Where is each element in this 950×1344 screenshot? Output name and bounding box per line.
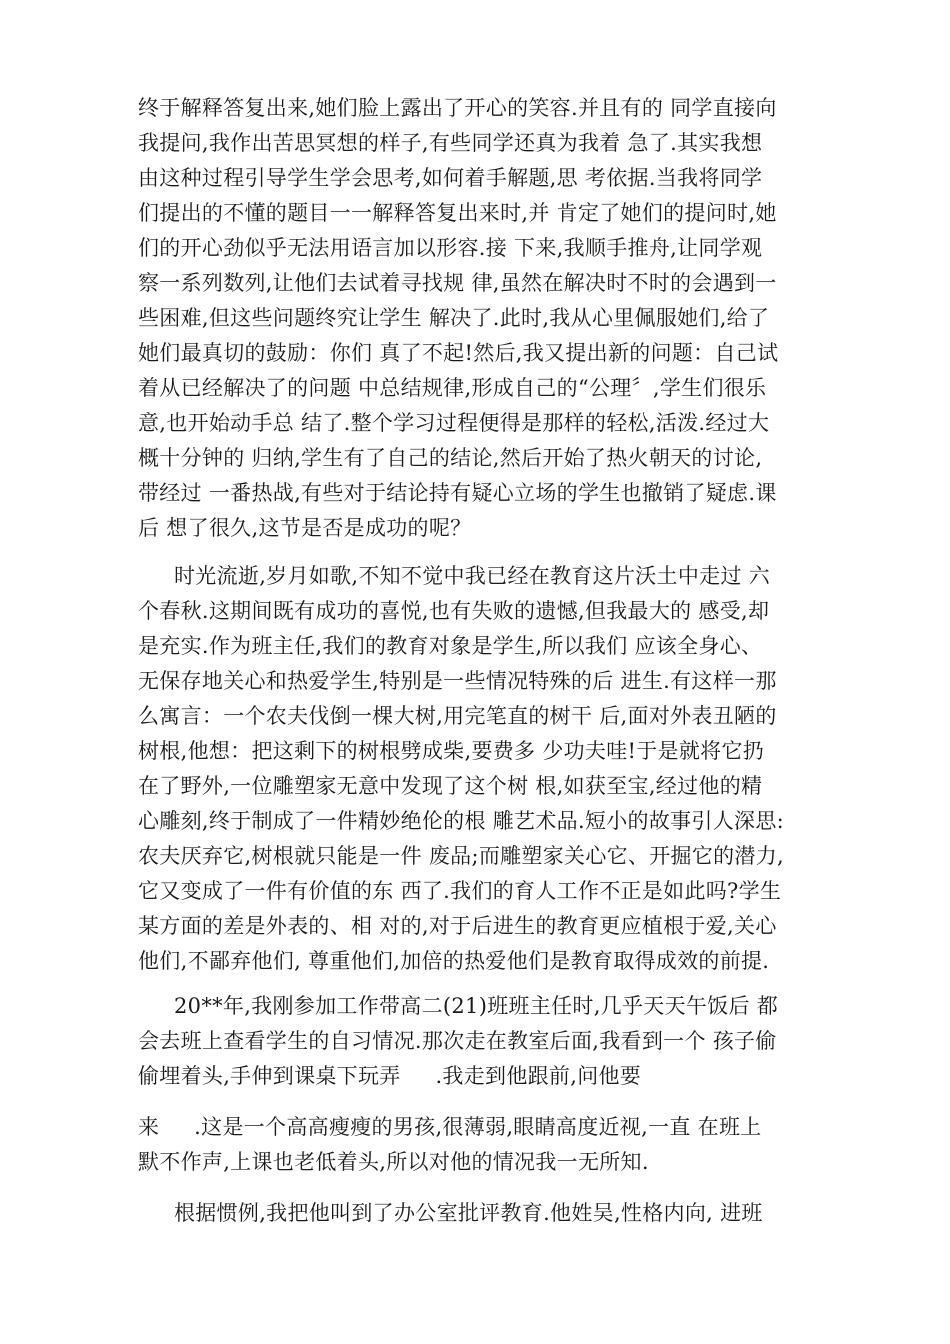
text-line: 来 .这是一个高高瘦瘦的男孩,很薄弱,眼睛高度近视,一直 在班上 bbox=[138, 1115, 762, 1139]
text-line: 个春秋.这期间既有成功的喜悦,也有失败的遗憾,但我最大的 感受,却 bbox=[138, 599, 770, 623]
text-line: 终于解释答复出来,她们脸上露出了开心的笑容.并且有的 同学直接向 bbox=[138, 96, 777, 120]
text-line: 带经过 一番热战,有些对于结论持有疑心立场的学生也撤销了疑虑.课 bbox=[138, 481, 777, 505]
text-line: 察一系列数列,让他们去试着寻找规 律,虽然在解决时不时的会遇到一 bbox=[138, 271, 777, 295]
text-line: 我提问,我作出苦思冥想的样子,有些同学还真为我着 急了.其实我想 bbox=[138, 131, 763, 155]
text-line: 们提出的不懂的题目一一解释答复出来时,并 肯定了她们的提问时,她 bbox=[138, 201, 777, 225]
text-line: 会去班上查看学生的自习情况.那次走在教室后面,我看到一个 孩子偷 bbox=[138, 1029, 777, 1053]
text-line: 它又变成了一件有价值的东 西了.我们的育人工作不正是如此吗?学生 bbox=[138, 879, 782, 903]
text-line: 她们最真切的鼓励：你们 真了不起!然后,我又提出新的问题：自己试 bbox=[138, 341, 779, 365]
text-line: 心雕刻,终于制成了一件精妙绝伦的根 雕艺术品.短小的故事引人深思: bbox=[138, 809, 784, 833]
text-line: 根据惯例,我把他叫到了办公室批评教育.他姓吴,性格内向, 进班 bbox=[174, 1201, 763, 1225]
text-line: 么寓言：一个农夫伐倒一棵大树,用完笔直的树干 后,面对外表丑陋的 bbox=[138, 704, 777, 728]
text-line: 些困难,但这些问题终究让学生 解决了.此时,我从心里佩服她们,给了 bbox=[138, 306, 770, 330]
text-line: 着从已经解决了的问题 中总结规律,形成自己的“公理〞,学生们很乐 bbox=[138, 376, 767, 400]
text-line: 在了野外,一位雕塑家无意中发现了这个树 根,如获至宝,经过他的精 bbox=[138, 774, 763, 798]
text-line: 概十分钟的 归纳,学生有了自己的结论,然后开始了热火朝天的讨论, bbox=[138, 446, 763, 470]
text-line: 农夫厌弃它,树根就只能是一件 废品;而雕塑家关心它、开掘它的潜力, bbox=[138, 844, 784, 868]
text-line: 们的开心劲似乎无法用语言加以形容.接 下来,我顺手推舟,让同学观 bbox=[138, 236, 763, 260]
text-line: 树根,他想：把这剩下的树根劈成柴,要费多 少功夫哇!于是就将它扔 bbox=[138, 739, 765, 763]
text-line: 20**年,我刚参加工作带高二(21)班班主任时,几乎天天午饭后 都 bbox=[174, 994, 779, 1018]
text-line: 默不作声,上课也老低着头,所以对他的情况我一无所知. bbox=[138, 1150, 649, 1174]
text-line: 后 想了很久,这节是否是成功的呢？ bbox=[138, 516, 472, 540]
text-line: 他们,不鄙弃他们, 尊重他们,加倍的热爱他们是教育取得成效的前提. bbox=[138, 949, 770, 973]
text-line: 时光流逝,岁月如歌,不知不觉中我已经在教育这片沃土中走过 六 bbox=[174, 564, 771, 588]
text-line: 由这种过程引导学生学会思考,如何着手解题,思 考依据.当我将同学 bbox=[138, 166, 763, 190]
text-line: 偷埋着头,手伸到课桌下玩弄 .我走到他跟前,问他要 bbox=[138, 1064, 642, 1088]
text-line: 意,也开始动手总 结了.整个学习过程便得是那样的轻松,活泼.经过大 bbox=[138, 411, 770, 435]
text-line: 某方面的差是外表的、相 对的,对于后进生的教育更应植根于爱,关心 bbox=[138, 914, 777, 938]
text-line: 无保存地关心和热爱学生,特别是一些情况特殊的后 进生.有这样一那 bbox=[138, 669, 777, 693]
text-line: 是充实.作为班主任,我们的教育对象是学生,所以我们 应该全身心、 bbox=[138, 634, 763, 658]
